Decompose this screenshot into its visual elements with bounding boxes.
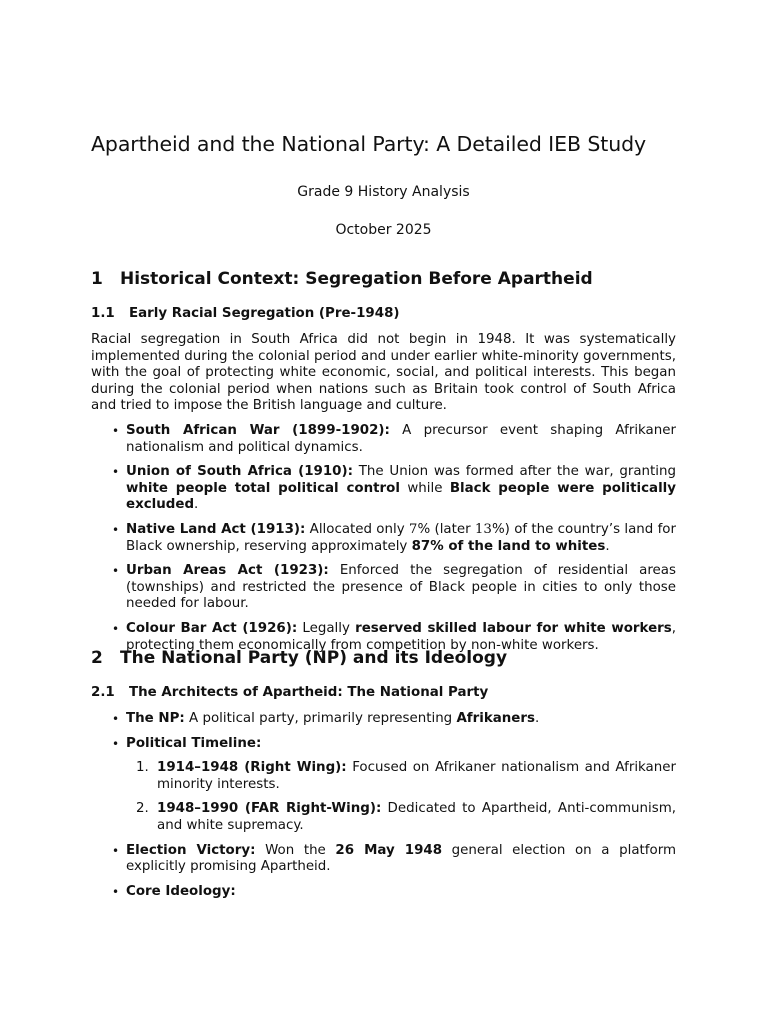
item-text: Legally [297,620,356,636]
item-text: . [605,538,610,554]
segregation-laws-list [91,423,676,662]
item-text: , protecting them economically from competition by non-white workers. [126,620,676,653]
section-2-heading [91,647,676,669]
item-label: Core Ideology: [126,883,236,899]
item-emphasis: Black people were politically excluded [126,480,677,513]
section-number: 2 [91,648,103,668]
item-text: . [534,711,540,726]
item-emphasis: white people total political control [126,480,400,496]
item-number: 2. [136,801,149,817]
list-item [91,464,676,514]
section-1-heading [91,268,676,290]
subsection-number: 1.1 [91,306,115,321]
item-label: The NP: [126,711,185,726]
item-text: Dedicated to Apartheid, Anti-communism, and white supremacy. [157,801,676,833]
item-emphasis: 87% of the land to whites [411,538,606,554]
item-text: Won the [255,842,336,858]
item-text: . [194,497,199,513]
item-emphasis: reserved skilled labour for white workers [355,620,672,636]
item-label: South African War (1899-1902): [126,423,390,438]
document-title: Apartheid and the National Party: A Detailed IEB Study [91,132,647,156]
list-item [91,563,676,613]
timeline-list [126,760,676,834]
section-title: Historical Context: Segregation Before Apartheid [120,269,593,289]
item-emphasis: 26 May 1948 [335,842,443,858]
subsection-title: Early Racial Segregation (Pre-1948) [129,306,400,321]
item-label: Political Timeline: [126,735,262,751]
document-subtitle: Grade 9 History Analysis [297,184,470,200]
item-text: Allocated only [305,521,409,537]
list-item [91,711,676,728]
item-label: 1948–1990 (FAR Right-Wing): [157,801,382,817]
list-item [91,423,676,456]
subsection-2-1-heading [91,684,676,702]
document-date: October 2025 [335,222,432,238]
item-label: Urban Areas Act (1923): [126,563,329,579]
item-text: general election on a platform explicitly promising Apartheid. [126,842,677,875]
item-text: while [399,480,450,496]
item-text: A precursor event shaping Afrikaner nationalism and political dynamics. [126,423,676,455]
item-text: A political party, primarily representing [184,711,457,726]
item-text: % (later [417,521,475,537]
item-text: %) of the country’s land for Black ownership, reserving approximately [126,521,676,554]
intro-paragraph: Racial segregation in South Africa did not begin in 1948. It was systematically implemented during the colonial period and under earlier white-minority governments, with the goal of protecting white economic, social, and political interests. This began during the colonial period when nations such as Britain took control of South Africa and tried to impose the British language and culture. [91,332,676,414]
item-emphasis: Afrikaners [456,711,535,726]
item-text: Focused on Afrikaner nationalism and Afrikaner minority interests. [157,760,676,792]
list-item [91,522,676,555]
list-item [91,884,676,901]
subsection-title: The Architects of Apartheid: The National Party [129,685,489,700]
item-number: 13 [474,521,492,537]
item-label: 1914–1948 (Right Wing): [157,760,347,776]
item-number: 7 [408,521,418,537]
subsection-number: 2.1 [91,685,115,700]
item-label: Colour Bar Act (1926): [126,620,298,636]
item-text: The Union was formed after the war, granting [352,464,676,480]
item-label: Native Land Act (1913): [126,521,306,537]
section-number: 1 [91,269,103,289]
timeline-item [126,801,676,834]
list-item [91,736,676,835]
item-label: Election Victory: [126,842,256,858]
item-text: Enforced the segregation of residential areas (townships) and restricted the presence of Black people in cities to only those needed for labour. [126,563,676,612]
item-label: Union of South Africa (1910): [126,464,353,480]
item-number: 1. [136,760,149,776]
section-title: The National Party (NP) and its Ideology [120,648,508,668]
timeline-item [126,760,676,793]
list-item [91,843,676,876]
national-party-list [91,711,676,908]
subsection-1-1-heading [91,305,676,323]
